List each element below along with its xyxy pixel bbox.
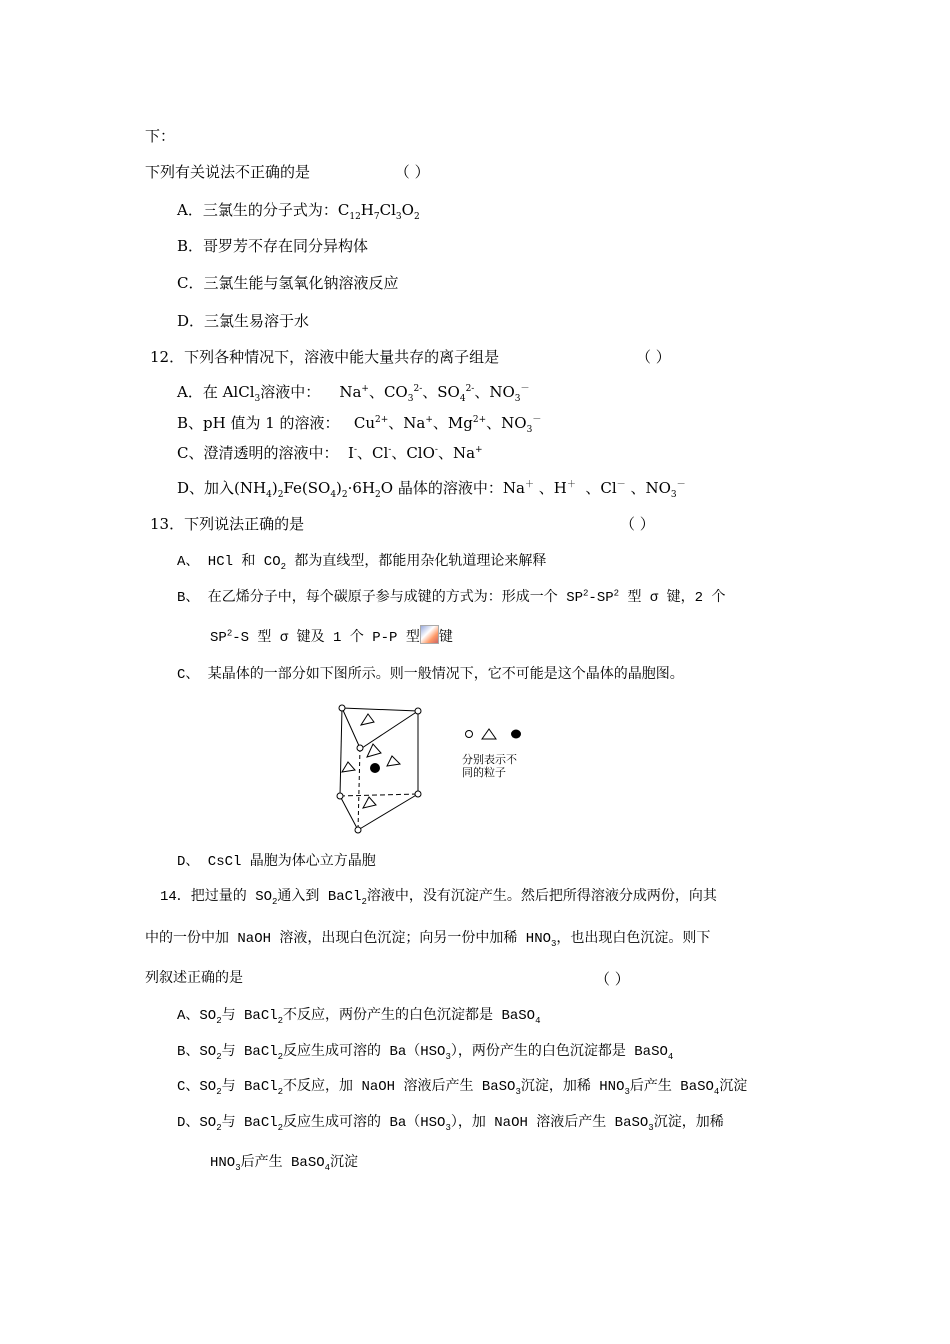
q14-paren: （ ） bbox=[595, 970, 630, 988]
intro-question: 下列有关说法不正确的是 （ ） bbox=[145, 163, 430, 181]
crystal-cell-diagram bbox=[330, 700, 440, 840]
q12-option-c: C、澄清透明的溶液中： I-、Cl-、ClO-、Na+ bbox=[177, 444, 483, 462]
pi-image-icon bbox=[420, 625, 439, 644]
q14-line1: 14．把过量的 $SO_2$通入到 BaCl$_2$溶液中，没有沉淀产生。然后把所得溶液分成两份，向其 bbox=[160, 889, 717, 907]
q12-stem: 12．下列各种情况下，溶液中能大量共存的离子组是 bbox=[150, 348, 500, 366]
intro-tail: 下： bbox=[145, 127, 176, 145]
q13-option-a: A、 HCl 和 $CO_2$ 都为直线型，都能用杂化轨道理论来解释 bbox=[177, 554, 547, 572]
q14-option-d-line1: D、$SO_2$与 BaCl$_2$反应生成可溶的 $Ba(HSO_3)$，加 NaOH 溶液后产生 BaSO$_3$沉淀，加稀 bbox=[177, 1115, 724, 1133]
legend-caption: 分别表示不 同的粒子 bbox=[462, 753, 517, 779]
q13-stem: 13．下列说法正确的是 bbox=[150, 515, 305, 533]
q13-option-b-line2: $SP^2-S$ 型 σ 键及 1 个 P-P 型 键 bbox=[210, 625, 453, 648]
q14-line3: 列叙述正确的是 bbox=[145, 971, 243, 987]
q13-paren: （ ） bbox=[620, 515, 655, 533]
intro-option-a: A．三氯生的分子式为：$C_{12}H_7Cl_3O_2$ bbox=[177, 201, 420, 222]
q13-option-c: C、 某晶体的一部分如下图所示。则一般情况下，它不可能是这个晶体的晶胞图。 bbox=[177, 667, 684, 683]
q12-option-b: B、pH 值为 1 的溶液： $Cu^{2+}$、Na+、$Mg^{2+}$、$NO_3^-$ bbox=[177, 414, 542, 435]
q13-option-d: D、 CsCl 晶胞为体心立方晶胞 bbox=[177, 854, 376, 870]
intro-option-d: D．三氯生易溶于水 bbox=[177, 312, 310, 330]
q12-option-a: A．在 AlCl$_3$溶液中： Na+、$CO_3^{2-}$、$SO_4^{2-}$、$NO_3^-$ bbox=[177, 383, 530, 404]
q14-option-b: B、$SO_2$与 BaCl$_2$反应生成可溶的 $Ba(HSO_3)$，两份产生的白色沉淀都是 BaSO$_4$ bbox=[177, 1044, 674, 1062]
intro-option-b: B．哥罗芳不存在同分异构体 bbox=[177, 237, 369, 255]
q12-option-d: D、加入$(NH_4)_2Fe(SO_4)_2\cdot 6H_2O$ 晶体的溶液中：Na＋ 、H＋ 、Cl－ 、$NO_3^-$ bbox=[177, 479, 686, 500]
q12-paren: （ ） bbox=[636, 348, 671, 366]
q14-option-c: C、$SO_2$与 BaCl$_2$不反应，加 NaOH 溶液后产生 BaSO$_3$沉淀，加稀 $HNO_3$后产生 BaSO$_4$沉淀 bbox=[177, 1079, 748, 1097]
q14-option-a: A、$SO_2$与 BaCl$_2$不反应，两份产生的白色沉淀都是 BaSO$_4$ bbox=[177, 1008, 541, 1026]
q14-option-d-line2: $HNO_3$后产生 BaSO$_4$沉淀 bbox=[210, 1155, 359, 1173]
q13-option-b-line1: B、 在乙烯分子中，每个碳原子参与成键的方式为：形成一个 $SP^2-SP^2$ 型 σ 键，2 个 bbox=[177, 588, 726, 606]
particle-legend bbox=[462, 725, 532, 743]
intro-option-c: C．三氯生能与氢氧化钠溶液反应 bbox=[177, 274, 399, 292]
q14-line2: 中的一份中加 NaOH 溶液，出现白色沉淀；向另一份中加稀 $HNO_3$，也出现白色沉淀。则下 bbox=[145, 931, 711, 949]
